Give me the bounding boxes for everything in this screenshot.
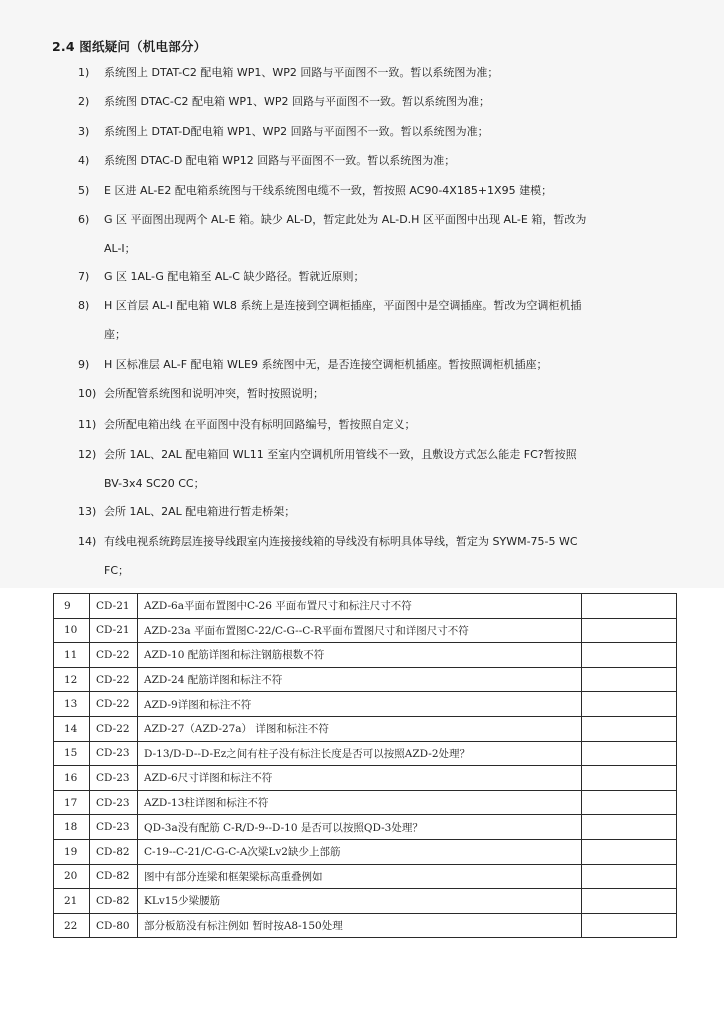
issue-description-cell: AZD-13柱详图和标注不符 (138, 790, 582, 815)
question-text-line: H 区标准层 AL-F 配电箱 WLE9 系统图中无，是否连接空调柜机插座。暂按照调柜机插座； (104, 358, 548, 371)
drawing-code-cell: CD-82 (90, 864, 138, 889)
table-row (54, 667, 677, 692)
row-number-cell: 15 (54, 741, 90, 766)
issue-description-cell: C-19--C-21/C-G-C-A次梁Lv2缺少上部筋 (138, 839, 582, 864)
question-number: 7) (78, 270, 90, 283)
question-number: 4) (78, 154, 90, 167)
drawing-code-cell: CD-80 (90, 913, 138, 938)
question-number: 9) (78, 358, 90, 371)
issue-description-cell: AZD-9详图和标注不符 (138, 692, 582, 717)
question-item (104, 176, 664, 205)
question-item (104, 350, 664, 379)
drawing-code-cell: CD-23 (90, 815, 138, 840)
issue-description-cell: AZD-6尺寸详图和标注不符 (138, 766, 582, 791)
row-number-cell: 13 (54, 692, 90, 717)
question-number: 12) (78, 448, 97, 461)
question-text-line: 会所 1AL、2AL 配电箱进行暂走桥架； (104, 505, 296, 518)
remark-cell (582, 766, 677, 791)
drawing-code-cell: CD-23 (90, 790, 138, 815)
drawing-code-cell: CD-21 (90, 618, 138, 643)
issue-description-cell: QD-3a没有配筋 C-R/D-9--D-10 是否可以按照QD-3处理？ (138, 815, 582, 840)
question-text-line: 系统图上 DTAT-D配电箱 WP1、WP2 回路与平面图不一致。暂以系统图为准； (104, 125, 489, 138)
remark-cell (582, 692, 677, 717)
remark-cell (582, 864, 677, 889)
table-row (54, 815, 677, 840)
remark-cell (582, 889, 677, 914)
question-text-line: 系统图上 DTAT-C2 配电箱 WP1、WP2 回路与平面图不一致。暂以系统图为准； (104, 66, 499, 79)
question-text-line: 有线电视系统跨层连接导线跟室内连接接线箱的导线没有标明具体导线，暂定为 SYWM-75-5 WC (104, 535, 578, 548)
remark-cell (582, 716, 677, 741)
drawing-code-cell: CD-82 (90, 839, 138, 864)
issue-description-cell: D-13/D-D--D-Ez之间有柱子没有标注长度是否可以按照AZD-2处理？ (138, 741, 582, 766)
question-item (104, 410, 664, 439)
issue-description-cell: AZD-23a 平面布置图C-22/C-G--C-R平面布置图尺寸和详图尺寸不符 (138, 618, 582, 643)
issue-description-cell: AZD-10 配筋详图和标注钢筋根数不符 (138, 643, 582, 668)
question-item (104, 117, 664, 146)
table-row (54, 839, 677, 864)
row-number-cell: 14 (54, 716, 90, 741)
drawing-code-cell: CD-22 (90, 667, 138, 692)
remark-cell (582, 815, 677, 840)
row-number-cell: 21 (54, 889, 90, 914)
question-item (104, 146, 664, 175)
remark-cell (582, 839, 677, 864)
question-number: 1) (78, 66, 90, 79)
question-text-line: E 区进 AL-E2 配电箱系统图与干线系统图电缆不一致，暂按照 AC90-4X185+1X95 建模； (104, 184, 553, 197)
table-row (54, 692, 677, 717)
drawing-code-cell: CD-21 (90, 594, 138, 619)
row-number-cell: 16 (54, 766, 90, 791)
question-text-line: 会所 1AL、2AL 配电箱回 WL11 至室内空调机所用管线不一致，且敷设方式怎么能走 FC?暂按照 (104, 448, 577, 461)
remark-cell (582, 913, 677, 938)
table-row (54, 766, 677, 791)
issue-description-cell: AZD-27（AZD-27a） 详图和标注不符 (138, 716, 582, 741)
question-text-line: 座； (104, 328, 126, 341)
remark-cell (582, 594, 677, 619)
issue-description-cell: 图中有部分连梁和框架梁标高重叠例如 (138, 864, 582, 889)
question-item (104, 205, 664, 263)
question-text-line: AL-I； (104, 242, 136, 255)
table-row (54, 864, 677, 889)
table-row (54, 618, 677, 643)
table-row (54, 716, 677, 741)
question-number: 10) (78, 387, 97, 400)
remark-cell (582, 790, 677, 815)
remark-cell (582, 667, 677, 692)
row-number-cell: 19 (54, 839, 90, 864)
row-number-cell: 20 (54, 864, 90, 889)
question-text-line: G 区 平面图出现两个 AL-E 箱。缺少 AL-D，暂定此处为 AL-D.H 区平面图中出现 AL-E 箱，暂改为 (104, 213, 587, 226)
drawing-code-cell: CD-23 (90, 741, 138, 766)
question-text-line: G 区 1AL-G 配电箱至 AL-C 缺少路径。暂就近原则； (104, 270, 365, 283)
drawing-code-cell: CD-23 (90, 766, 138, 791)
question-number: 5) (78, 184, 90, 197)
question-number: 13) (78, 505, 97, 518)
question-item (104, 262, 664, 291)
row-number-cell: 10 (54, 618, 90, 643)
question-text-line: FC； (104, 564, 130, 577)
question-number: 3) (78, 125, 90, 138)
question-text-line: 系统图 DTAC-D 配电箱 WP12 回路与平面图不一致。暂以系统图为准； (104, 154, 456, 167)
issue-description-cell: KLv15少梁腰筋 (138, 889, 582, 914)
row-number-cell: 9 (54, 594, 90, 619)
row-number-cell: 18 (54, 815, 90, 840)
question-item (104, 58, 664, 87)
row-number-cell: 12 (54, 667, 90, 692)
row-number-cell: 17 (54, 790, 90, 815)
drawing-code-cell: CD-22 (90, 692, 138, 717)
question-item (104, 291, 664, 349)
remark-cell (582, 741, 677, 766)
question-item (104, 527, 664, 585)
table-row (54, 594, 677, 619)
issue-table (53, 593, 677, 938)
drawing-code-cell: CD-82 (90, 889, 138, 914)
drawing-code-cell: CD-22 (90, 643, 138, 668)
table-row (54, 889, 677, 914)
question-number: 6) (78, 213, 90, 226)
question-item (104, 379, 664, 408)
table-row (54, 913, 677, 938)
question-text-line: 会所配电箱出线 在平面图中没有标明回路编号，暂按照自定义； (104, 418, 416, 431)
question-number: 2) (78, 95, 90, 108)
question-number: 8) (78, 299, 90, 312)
question-number: 14) (78, 535, 97, 548)
issue-description-cell: AZD-6a平面布置图中C-26 平面布置尺寸和标注尺寸不符 (138, 594, 582, 619)
drawing-code-cell: CD-22 (90, 716, 138, 741)
row-number-cell: 11 (54, 643, 90, 668)
question-item (104, 440, 664, 498)
question-item (104, 497, 664, 526)
remark-cell (582, 643, 677, 668)
remark-cell (582, 618, 677, 643)
question-text-line: H 区首层 AL-I 配电箱 WL8 系统上是连接到空调柜插座，平面图中是空调插座。暂改为空调柜机插 (104, 299, 582, 312)
table-row (54, 643, 677, 668)
section-title: 2.4 图纸疑问（机电部分） (52, 39, 207, 54)
row-number-cell: 22 (54, 913, 90, 938)
question-text-line: 会所配管系统图和说明冲突，暂时按照说明； (104, 387, 324, 400)
question-item (104, 87, 664, 116)
table-row (54, 790, 677, 815)
issue-description-cell: AZD-24 配筋详图和标注不符 (138, 667, 582, 692)
issue-description-cell: 部分板筋没有标注例如 暂时按A8-150处理 (138, 913, 582, 938)
table-row (54, 741, 677, 766)
question-text-line: 系统图 DTAC-C2 配电箱 WP1、WP2 回路与平面图不一致。暂以系统图为准； (104, 95, 490, 108)
question-text-line: BV-3x4 SC20 CC； (104, 477, 205, 490)
question-number: 11) (78, 418, 97, 431)
